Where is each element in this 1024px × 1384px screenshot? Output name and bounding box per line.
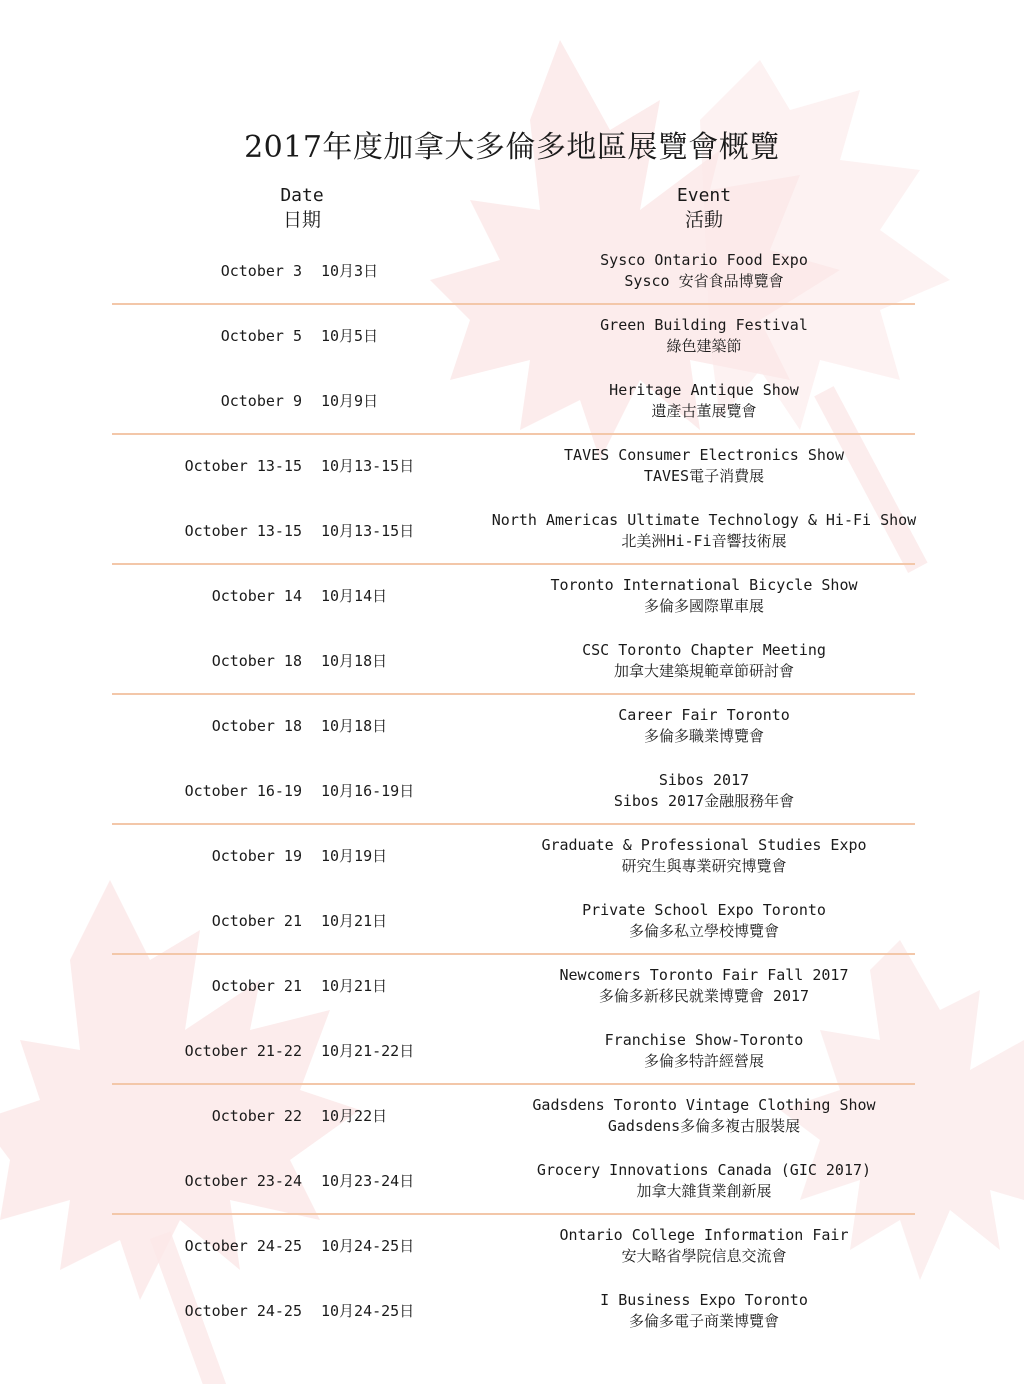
- event-cell: [454, 835, 954, 877]
- event-en: Gadsdens Toronto Vintage Clothing Show: [532, 1096, 876, 1114]
- date-zh: 10月18日: [321, 652, 388, 670]
- event-cell: [454, 640, 954, 682]
- date-en: October 3: [220, 262, 302, 280]
- event-zh: 綠色建築節: [666, 337, 742, 355]
- date-zh: 10月3日: [321, 262, 379, 280]
- date-zh: 10月19日: [321, 847, 388, 865]
- event-en: Franchise Show-Toronto: [604, 1031, 804, 1049]
- table-row: [0, 629, 1024, 694]
- date-zh: 10月14日: [321, 587, 388, 605]
- event-en: Sibos 2017: [658, 771, 750, 789]
- event-en: Heritage Antique Show: [609, 381, 799, 399]
- event-cell: [454, 705, 954, 747]
- table-row: [0, 1279, 1024, 1344]
- event-zh: 北美洲Hi-Fi音響技術展: [621, 532, 787, 550]
- date-en: October 9: [220, 392, 302, 410]
- date-zh: 10月23-24日: [321, 1172, 415, 1190]
- event-header-en: Event: [676, 185, 732, 206]
- table-row: [0, 889, 1024, 954]
- event-zh: 加拿大雜貨業創新展: [636, 1182, 772, 1200]
- event-cell: [454, 445, 954, 487]
- date-zh: 10月21-22日: [321, 1042, 415, 1060]
- table-row: [0, 369, 1024, 434]
- event-zh: 遺產古董展覽會: [651, 402, 757, 420]
- event-cell: [454, 770, 954, 812]
- table-row: [0, 239, 1024, 304]
- event-cell: [454, 965, 954, 1007]
- event-cell: [454, 1225, 954, 1267]
- table-row: [0, 434, 1024, 499]
- date-zh: 10月21日: [321, 977, 388, 995]
- date-en: October 19: [211, 847, 302, 865]
- event-zh: 多倫多私立學校博覽會: [628, 922, 779, 940]
- event-en: Newcomers Toronto Fair Fall 2017: [559, 966, 849, 984]
- table-row: [0, 1214, 1024, 1279]
- date-zh: 10月18日: [321, 717, 388, 735]
- date-zh: 10月24-25日: [321, 1302, 415, 1320]
- date-en: October 21: [211, 977, 302, 995]
- date-header-zh: 日期: [282, 209, 321, 231]
- event-en: Career Fair Toronto: [618, 706, 790, 724]
- event-zh: 多倫多國際單車展: [643, 597, 764, 615]
- date-en: October 23-24: [184, 1172, 302, 1190]
- event-en: Grocery Innovations Canada (GIC 2017): [536, 1161, 872, 1179]
- table-row: [0, 824, 1024, 889]
- event-cell: [454, 1030, 954, 1072]
- table-row: [0, 694, 1024, 759]
- event-zh: 加拿大建築規範章節研討會: [613, 662, 794, 680]
- table-row: [0, 954, 1024, 1019]
- date-zh: 10月22日: [321, 1107, 388, 1125]
- event-en: I Business Expo Toronto: [600, 1291, 808, 1309]
- event-cell: [454, 1290, 954, 1332]
- date-zh: 10月13-15日: [321, 522, 415, 540]
- date-zh: 10月21日: [321, 912, 388, 930]
- date-en: October 5: [220, 327, 302, 345]
- table-row: [0, 304, 1024, 369]
- date-en: October 18: [211, 717, 302, 735]
- date-en: October 18: [211, 652, 302, 670]
- event-zh: 研究生與專業研究博覽會: [621, 857, 787, 875]
- event-zh: 多倫多電子商業博覽會: [628, 1312, 779, 1330]
- page-title: 2017年度加拿大多倫多地區展覽會概覽: [244, 130, 780, 165]
- date-header-en: Date: [280, 185, 324, 206]
- date-zh: 10月9日: [321, 392, 379, 410]
- event-zh: Sibos 2017金融服務年會: [613, 792, 795, 810]
- date-en: October 13-15: [184, 457, 302, 475]
- event-en: North Americas Ultimate Technology & Hi-Fi Show: [491, 511, 917, 529]
- event-cell: [454, 510, 954, 552]
- event-en: TAVES Consumer Electronics Show: [564, 446, 844, 464]
- event-zh: 多倫多新移民就業博覽會 2017: [598, 987, 810, 1005]
- event-en: Ontario College Information Fair: [559, 1226, 849, 1244]
- event-zh: 多倫多職業博覽會: [643, 727, 764, 745]
- event-zh: Gadsdens多倫多複古服裝展: [607, 1117, 801, 1135]
- event-column-header: [604, 184, 804, 232]
- event-en: Sysco Ontario Food Expo: [600, 251, 808, 269]
- date-en: October 24-25: [184, 1237, 302, 1255]
- event-cell: [454, 575, 954, 617]
- table-row: [0, 1149, 1024, 1214]
- event-table: [0, 239, 1024, 1344]
- date-en: October 22: [211, 1107, 302, 1125]
- table-row: [0, 1019, 1024, 1084]
- date-zh: 10月13-15日: [321, 457, 415, 475]
- event-cell: [454, 1095, 954, 1137]
- event-en: Private School Expo Toronto: [582, 901, 826, 919]
- event-zh: TAVES電子消費展: [643, 467, 765, 485]
- date-zh: 10月16-19日: [321, 782, 415, 800]
- date-zh: 10月24-25日: [321, 1237, 415, 1255]
- event-cell: [454, 315, 954, 357]
- event-zh: Sysco 安省食品博覽會: [624, 272, 784, 290]
- date-en: October 13-15: [184, 522, 302, 540]
- event-en: Green Building Festival: [600, 316, 808, 334]
- date-en: October 14: [211, 587, 302, 605]
- event-cell: [454, 380, 954, 422]
- date-en: October 21-22: [184, 1042, 302, 1060]
- event-en: CSC Toronto Chapter Meeting: [582, 641, 826, 659]
- event-en: Graduate & Professional Studies Expo: [541, 836, 867, 854]
- date-en: October 24-25: [184, 1302, 302, 1320]
- date-en: October 16-19: [184, 782, 302, 800]
- event-cell: [454, 900, 954, 942]
- event-header-zh: 活動: [684, 209, 723, 231]
- table-row: [0, 564, 1024, 629]
- table-row: [0, 1084, 1024, 1149]
- table-row: [0, 499, 1024, 564]
- date-en: October 21: [211, 912, 302, 930]
- event-zh: 安大略省學院信息交流會: [621, 1247, 787, 1265]
- table-row: [0, 759, 1024, 824]
- event-cell: [454, 250, 954, 292]
- event-cell: [454, 1160, 954, 1202]
- date-column-header: [232, 184, 372, 232]
- event-zh: 多倫多特許經營展: [643, 1052, 764, 1070]
- date-zh: 10月5日: [321, 327, 379, 345]
- event-en: Toronto International Bicycle Show: [550, 576, 858, 594]
